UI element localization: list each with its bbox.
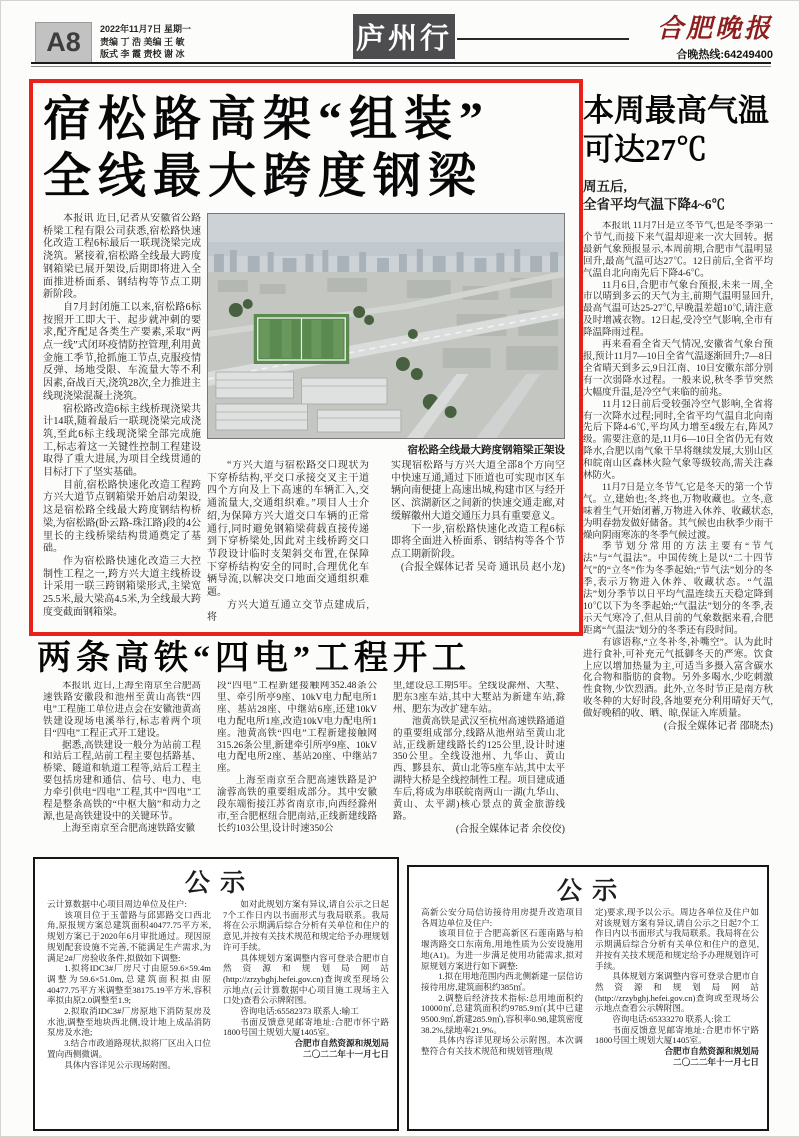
weather-subhead-line2: 全省平均气温下降4~6℃: [583, 197, 726, 212]
aerial-photo: [207, 213, 565, 439]
hotline-number: 合晚热线:64249400: [676, 49, 773, 61]
public-notice-left-column-2: [223, 899, 389, 1123]
public-notice-right-org: 合肥市自然资源和规划局: [664, 1046, 759, 1057]
weather-headline-line2: 可达27℃: [583, 132, 707, 167]
masthead-meta: 2022年11月7日 星期一 责编 丁 浩 美编 王 敏 版式 李 霞 责校 谢 冰: [100, 24, 192, 59]
page-number-badge: [35, 22, 92, 63]
public-notice-right-date: 二〇二二年十一月七日: [673, 1056, 759, 1067]
weather-subhead: [583, 178, 775, 214]
public-notice-right-column-1: 高新公安分局信访接待用房提升改造项目各周边单位及住户: 该项目位于合肥高新区石莲南路与柏堰湾路交口东南角,用地性质为公安设施用地(A1)。为进一步满足使用功能需求,拟对原规划方案进行如下调整: 1.拟在用地范围内西北侧新建一层信访接待用房,建筑面积约385㎡。 2.调整后经济技术指标:总用地面积约10000㎡,总建筑面积约9785.9㎡(其中已建9500.9㎡,新建285.9㎡),容积率0.98,建筑密度38.2%,绿地率21.9%。 具体内容详见现场公示附图。本次调整符合有关技术规范和规划管理(规: [421, 907, 583, 1057]
main-headline-line1: 宿松路高架“组装”: [43, 93, 491, 146]
weather-headline: [583, 91, 775, 169]
aerial-photo-art: [208, 214, 564, 438]
rail-article-column-3: [393, 681, 565, 853]
weather-article-text: 本报讯 11月7日是立冬节气,也是冬季第一个节气,而接下来气温却迎来一次大回转。据最新气象预报显示,本周前期,合肥市气温明显回升,最高气温可达27℃。12日前后,全省平均气温自北向南先后下降4-6℃。 11月6日,合肥市气象台预报,未来一周,全市以晴到多云的天气为主,前期气温明显回升,最高气温可达25-27℃,早晚温差超10℃,请注意及时增减衣物。12日起,受冷空气影响,全市有降温降雨过程。 再来看看全省天气情况,安徽省气象台预报,预计11月7—10日全省气温逐渐回升;7—8日全省晴天到多云,9日江南、10日安徽东部分别有一次弱降水过程。一般来说,秋冬季节突然大幅度升温,是冷空气来临的前兆。 11月12日前后受较强冷空气影响,全省将有一次降水过程;同时,全省平均气温自北向南先后下降4-6℃,平均风力增至4级左右,阵风7级。需要注意的是,11月6—10日全省仍无有效降水,合肥以南气象干旱将继续发展,大别山区和皖南山区森林火险气象等级较高,需关注森林防火。 11月7日是立冬节气,它是冬天的第一个节气。立,建始也;冬,终也,万物收藏也。立冬,意味着生气开始闭蓄,万物进入休养、收藏状态,为明春勃发做好储备。其气候也由秋季少雨干燥向阴雨寒冻的冬季气候过渡。 季节划分常用的方法主要有“节气法”与“气温法”。中国传统上是以“二十四节气”的“立冬”作为冬季起始;“节气法”划分的冬季,表示万物进入休养、收藏状态。“气温法”划分季节以日平均气温连续五天稳定降到10℃以下为冬季起始;“气温法”划分的冬季,表示天气寒冷了,但从目前的气象数据来看,合肥距离“气温法”划分的冬季还有段时间。 有谚语称,“立冬补冬,补嘴空”。认为此时进行食补,可补充元气抵御冬天的严寒。饮食上应以增加热量为主,可适当多摄入富含碳水化合物和脂肪的食物。另外多喝水,少吃刺激性食物,少饮烈酒。此外,立冬时节正是南方秋收冬种的大好时段,各地要充分利用晴好天气,做好晚稻的收、晒、晾,保证入库质量。: [583, 221, 773, 720]
public-notice-left: [33, 857, 399, 1131]
rail-article-column-1: 本报讯 近日,上海至南京至合肥高速铁路安徽段和池州至黄山高铁“四电”工程施工单位进点会在安徽池黄高铁建设现场电溪举行,标志着两个项目“四电”工程正式开工建设。 据悉,高铁建设一般分为站前工程和站后工程,站前工程主要包括路基、桥梁、隧道和轨道工程等,站后工程主要包括房建和通信、信号、电力、电力牵引供电“四电”工程,其中“四电”工程是整条高铁的“中枢大脑”和动力之源,也是高铁建设中的关键环节。 上海至南京至合肥高速铁路安徽: [43, 681, 201, 834]
header-divider: [31, 62, 771, 64]
header-rule-segment: [457, 38, 629, 40]
main-article-byline: (合报全媒体记者 吴奇 通讯员 赵小龙): [400, 561, 565, 573]
main-headline-line2: 全线最大跨度钢梁: [43, 150, 484, 203]
rail-article-column-2: 段“四电”工程新建接触网352.48条公里、牵引所亭9座、10kV电力配电所1座、基站28座、中继站6座,还建10kV电力配电所1座,改造10kV电力配电所1座。池黄高铁“四电”工程新建接触网315.26条公里,新建牵引所亭9座、10kV电力配电所2座、基站20座、中继站7座。 上海至南京至合肥高速铁路是沪渝蓉高铁的重要组成部分。其中安徽段东端衔接江苏省南京市,向西经滁州市,至合肥枢纽合肥南站,正线新建线路长约103公里,设计时速350公: [217, 681, 377, 834]
main-article-column-3-text: 实现宿松路与方兴大道全部8个方向空中快速互通,通过下匝道也可实现市区车辆向南便捷上高速出城,构建市区与经开区、滨湖新区之间新的快速交通走廊,对缓解徽州大道交通压力具有重要意义。 下一步,宿松路快速化改造工程6标即将全面进入桥面系、钢结构等各个节点工期新阶段。: [391, 460, 565, 560]
public-notice-right-title: 公 示: [556, 878, 620, 905]
main-article-column-3: [391, 460, 565, 624]
main-article-column-2: “方兴大道与宿松路交口现状为下穿桥结构,平交口承接交叉主干道四个方向及上下高速的车辆汇入,交通流量大,交通组织难。”项目人士介绍,为保障方兴大道交口车辆的正常通行,同时避免钢箱梁荷载直接传递到下穿桥梁处,因此对主线桥跨交口节段设计临时支架斜交布置,在保障下穿桥结构安全的同时,合理优化车辆导流,以解决交口地面交通组织难题。 方兴大道互通立交节点建成后,将: [207, 460, 369, 624]
public-notice-left-title: 公 示: [184, 870, 248, 897]
public-notice-right-column-2-text: 定)要求,现予以公示。周边各单位及住户如对该规划方案有异议,请自公示之日起7个工作日内以书面形式与我局联系。我局将在公示期满后综合分析有关单位和住户的意见,并按有关技术规范和规定给予办理规划许可手续。 具体规划方案调整内容可登录合肥市自然资源和规划局网站(http://zrzybghj.hefei.gov.cn)查询或至现场公示地点查看公示牌附图。 咨询电话:65333270 联系人:徐工 书面反馈意见邮寄地址:合肥市怀宁路1800号国土规划大厦1405室。: [595, 907, 759, 1046]
public-notice-left-org: 合肥市自然资源和规划局: [294, 1038, 389, 1049]
main-article-column-1: 本报讯 近日,记者从安徽省公路桥梁工程有限公司获悉,宿松路快速化改造工程6标最后一联现浇梁完成浇筑。紧接着,宿松路全线最大跨度钢箱梁已展开架设,后期即将进入全面推进桥面系、钢结构等节点工期新阶段。 自7月封闭施工以来,宿松路6标按照开工即大干、起步就冲刺的要求,配齐配足各类生产要素,采取“两点一线”式闭环疫情防控管理,利用黄金施工季节,抢抓施工节点,克服疫情反弹、场地受限、车流量大等不利因素,奋战百天,浇筑28次,全力推进主线现浇梁混凝土浇筑。 宿松路改造6标主线桥现浇梁共计14联,随着最后一联现浇梁完成浇筑,至此6标主线现浇梁全部完成施工,标志着这一关键性控制工程建设取得了重大进展,为项目全线贯通的目标打下了坚实基础。 目前,宿松路快速化改造工程跨方兴大道节点钢箱梁开始启动架设,这是宿松路全线最大跨度钢结构桥梁,为宿松路(卧云路-珠江路)段的4公里长的主线桥梁结构贯通奠定了基础。 作为宿松路快速化改造三大控制性工程之一,跨方兴大道主线桥设计采用一联三跨钢箱梁形式,主梁宽25.5米,最大梁高4.5米,为全线最大跨度变截面钢箱梁。: [43, 213, 201, 618]
weather-article-body: [583, 221, 773, 845]
newspaper-logo: 合肥晚报: [656, 14, 773, 43]
header-divider-thin: [31, 66, 771, 67]
section-banner: [353, 14, 455, 59]
rail-article-column-3-text: 里,建设总工期5年。全线设滁州、大墅、肥东3座车站,其中大墅站为新建车站,滁州、肥东为改扩建车站。 池黄高铁是武汉至杭州高速铁路通道的重要组成部分,线路从池州站至黄山北站,正线新建线路长约125公里,设计时速350公里。全线设池州、九华山、黄山西、黟县东、黄山北等5座车站,其中太平湖特大桥是全线控制性工程。项目建成通车后,将成为串联皖南两山一湖(九华山、黄山、太平湖)核心景点的黄金旅游线路。: [393, 681, 565, 822]
rail-article-headline: 两条高铁“四电”工程开工: [37, 640, 471, 677]
photo-caption: 宿松路全线最大跨度钢箱梁正架设: [407, 445, 565, 456]
public-notice-left-column-1: 云计算数据中心项目周边单位及住户: 该项目位于玉蕾路与邱郢路交口西北角,原报规方案总建筑面积40477.75平方米,规划方案已于2020年6月审批通过。现因原规划配套设施不完善,不能满足生产需求,为满足2#厂房验收条件,拟做如下调整: 1.拟将IDC3#厂房尺寸由原59.6×59.4m调整为59.6×51.0m,总建筑面积拟由原40477.75平方米调整至38175.19平方米,容积率拟由原2.0调整至1.9; 2.拟取消IDC3#厂房原地下消防泵房及水池,调整至地块西北侧,设计地上成品消防泵房及水池; 3.结合市政道路现状,拟将厂区出入口位置向西侧微调。 具体内容详见公示现场附图。: [47, 899, 211, 1070]
weather-article-byline: (合报全媒体记者 邵晓杰): [663, 721, 773, 733]
public-notice-right: [407, 865, 769, 1131]
page-number: A8: [46, 27, 81, 57]
section-title: 庐州行: [355, 23, 452, 55]
main-article-headline: [43, 91, 568, 205]
weather-subhead-line1: 周五后,: [583, 179, 627, 194]
public-notice-left-date: 二〇二二年十一月七日: [303, 1048, 389, 1059]
rail-article-byline: (合报全媒体记者 余佼佼): [455, 823, 565, 835]
public-notice-left-column-2-text: 如对此规划方案有异议,请自公示之日起7个工作日内以书面形式与我局联系。我局将在公示期满后综合分析有关单位和住户的意见,并按有关技术规范和规定给予办理规划许可手续。 具体规划方案调整内容可登录合肥市自然资源和规划局网站(http://zrzybghj.hefei.gov.cn)查询或至现场公示地点(云计算数据中心项目施工现场主入口处)查看公示牌附图。 咨询电话:65582373 联系人:喻工 书面反馈意见邮寄地址:合肥市怀宁路1800号国土规划大厦1405室。: [223, 899, 389, 1038]
weather-headline-line1: 本周最高气温: [583, 93, 769, 128]
public-notice-right-column-2: [595, 907, 759, 1123]
